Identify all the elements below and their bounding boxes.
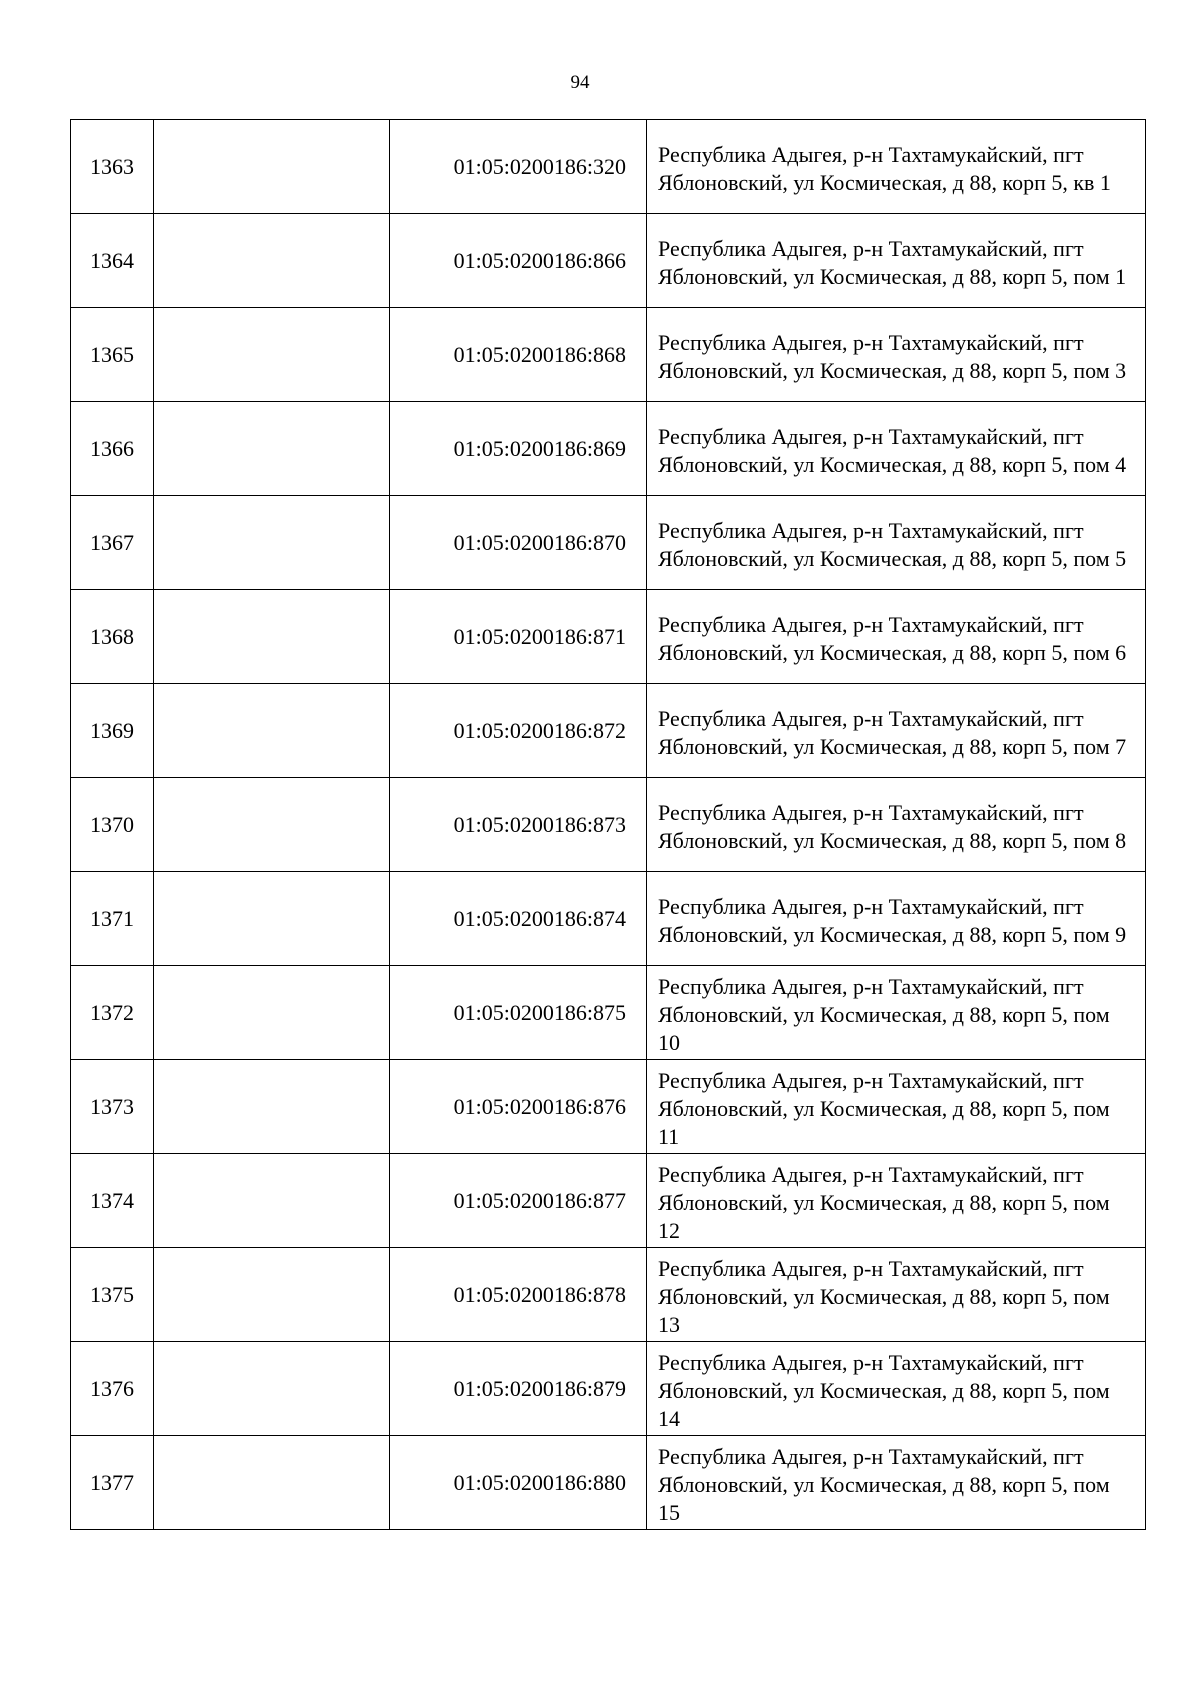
row-number-cell: 1367 (71, 496, 154, 590)
address-cell (647, 496, 1146, 590)
row-name-cell (154, 1436, 390, 1530)
address-text: Республика Адыгея, р-н Тахтамукайский, пгт Яблоновский, ул Космическая, д 88, корп 5, пом 3 (658, 330, 1127, 383)
registry-table-body (71, 120, 1146, 1530)
cadastral-number-cell: 01:05:0200186:872 (390, 684, 647, 778)
row-number-cell: 1377 (71, 1436, 154, 1530)
table-row (71, 684, 1146, 778)
address-text: Республика Адыгея, р-н Тахтамукайский, пгт Яблоновский, ул Космическая, д 88, корп 5, пом 12 (658, 1162, 1110, 1243)
address-cell (647, 778, 1146, 872)
row-name-cell (154, 872, 390, 966)
address-cell (647, 120, 1146, 214)
cadastral-number-cell: 01:05:0200186:877 (390, 1154, 647, 1248)
address-cell (647, 1248, 1146, 1342)
address-cell (647, 590, 1146, 684)
table-row (71, 1436, 1146, 1530)
address-text: Республика Адыгея, р-н Тахтамукайский, пгт Яблоновский, ул Космическая, д 88, корп 5, пом 11 (658, 1068, 1110, 1149)
row-name-cell (154, 590, 390, 684)
address-cell (647, 684, 1146, 778)
row-number-cell: 1370 (71, 778, 154, 872)
table-row (71, 120, 1146, 214)
row-number-cell: 1364 (71, 214, 154, 308)
address-text: Республика Адыгея, р-н Тахтамукайский, пгт Яблоновский, ул Космическая, д 88, корп 5, пом 6 (658, 612, 1127, 665)
row-name-cell (154, 1060, 390, 1154)
cadastral-number-cell: 01:05:0200186:871 (390, 590, 647, 684)
address-cell (647, 966, 1146, 1060)
table-row (71, 872, 1146, 966)
row-name-cell (154, 1342, 390, 1436)
table-row (71, 496, 1146, 590)
address-cell (647, 1342, 1146, 1436)
row-number-cell: 1363 (71, 120, 154, 214)
address-text: Республика Адыгея, р-н Тахтамукайский, пгт Яблоновский, ул Космическая, д 88, корп 5, кв 1 (658, 142, 1111, 195)
address-text: Республика Адыгея, р-н Тахтамукайский, пгт Яблоновский, ул Космическая, д 88, корп 5, пом 8 (658, 800, 1127, 853)
cadastral-number-cell: 01:05:0200186:869 (390, 402, 647, 496)
row-number-cell: 1369 (71, 684, 154, 778)
address-text: Республика Адыгея, р-н Тахтамукайский, пгт Яблоновский, ул Космическая, д 88, корп 5, пом 9 (658, 894, 1127, 947)
address-text: Республика Адыгея, р-н Тахтамукайский, пгт Яблоновский, ул Космическая, д 88, корп 5, пом 1 (658, 236, 1127, 289)
address-cell (647, 308, 1146, 402)
row-name-cell (154, 684, 390, 778)
row-number-cell: 1373 (71, 1060, 154, 1154)
table-row (71, 1060, 1146, 1154)
cadastral-number-cell: 01:05:0200186:866 (390, 214, 647, 308)
address-text: Республика Адыгея, р-н Тахтамукайский, пгт Яблоновский, ул Космическая, д 88, корп 5, пом 7 (658, 706, 1127, 759)
row-number-cell: 1374 (71, 1154, 154, 1248)
row-name-cell (154, 778, 390, 872)
table-row (71, 1342, 1146, 1436)
row-number-cell: 1368 (71, 590, 154, 684)
cadastral-number-cell: 01:05:0200186:873 (390, 778, 647, 872)
row-name-cell (154, 966, 390, 1060)
address-cell (647, 1154, 1146, 1248)
table-row (71, 778, 1146, 872)
address-text: Республика Адыгея, р-н Тахтамукайский, пгт Яблоновский, ул Космическая, д 88, корп 5, пом 5 (658, 518, 1127, 571)
table-row (71, 1154, 1146, 1248)
row-name-cell (154, 308, 390, 402)
table-row (71, 214, 1146, 308)
address-text: Республика Адыгея, р-н Тахтамукайский, пгт Яблоновский, ул Космическая, д 88, корп 5, пом 4 (658, 424, 1127, 477)
cadastral-number-cell: 01:05:0200186:879 (390, 1342, 647, 1436)
row-number-cell: 1375 (71, 1248, 154, 1342)
address-text: Республика Адыгея, р-н Тахтамукайский, пгт Яблоновский, ул Космическая, д 88, корп 5, пом 13 (658, 1256, 1110, 1337)
address-cell (647, 402, 1146, 496)
cadastral-number-cell: 01:05:0200186:874 (390, 872, 647, 966)
page-number: 94 (570, 72, 590, 93)
row-number-cell: 1366 (71, 402, 154, 496)
registry-table (70, 119, 1146, 1530)
cadastral-number-cell: 01:05:0200186:878 (390, 1248, 647, 1342)
table-row (71, 966, 1146, 1060)
address-cell (647, 1436, 1146, 1530)
cadastral-number-cell: 01:05:0200186:870 (390, 496, 647, 590)
table-row (71, 590, 1146, 684)
row-name-cell (154, 1248, 390, 1342)
row-number-cell: 1371 (71, 872, 154, 966)
address-text: Республика Адыгея, р-н Тахтамукайский, пгт Яблоновский, ул Космическая, д 88, корп 5, пом 10 (658, 974, 1110, 1055)
cadastral-number-cell: 01:05:0200186:875 (390, 966, 647, 1060)
row-name-cell (154, 1154, 390, 1248)
row-number-cell: 1376 (71, 1342, 154, 1436)
cadastral-number-cell: 01:05:0200186:320 (390, 120, 647, 214)
address-text: Республика Адыгея, р-н Тахтамукайский, пгт Яблоновский, ул Космическая, д 88, корп 5, пом 14 (658, 1350, 1110, 1431)
row-name-cell (154, 120, 390, 214)
address-cell (647, 872, 1146, 966)
row-number-cell: 1372 (71, 966, 154, 1060)
row-name-cell (154, 402, 390, 496)
row-name-cell (154, 496, 390, 590)
address-text: Республика Адыгея, р-н Тахтамукайский, пгт Яблоновский, ул Космическая, д 88, корп 5, пом 15 (658, 1444, 1110, 1525)
cadastral-number-cell: 01:05:0200186:868 (390, 308, 647, 402)
cadastral-number-cell: 01:05:0200186:876 (390, 1060, 647, 1154)
table-row (71, 402, 1146, 496)
address-cell (647, 214, 1146, 308)
row-number-cell: 1365 (71, 308, 154, 402)
address-cell (647, 1060, 1146, 1154)
cadastral-number-cell: 01:05:0200186:880 (390, 1436, 647, 1530)
row-name-cell (154, 214, 390, 308)
table-row (71, 1248, 1146, 1342)
table-row (71, 308, 1146, 402)
